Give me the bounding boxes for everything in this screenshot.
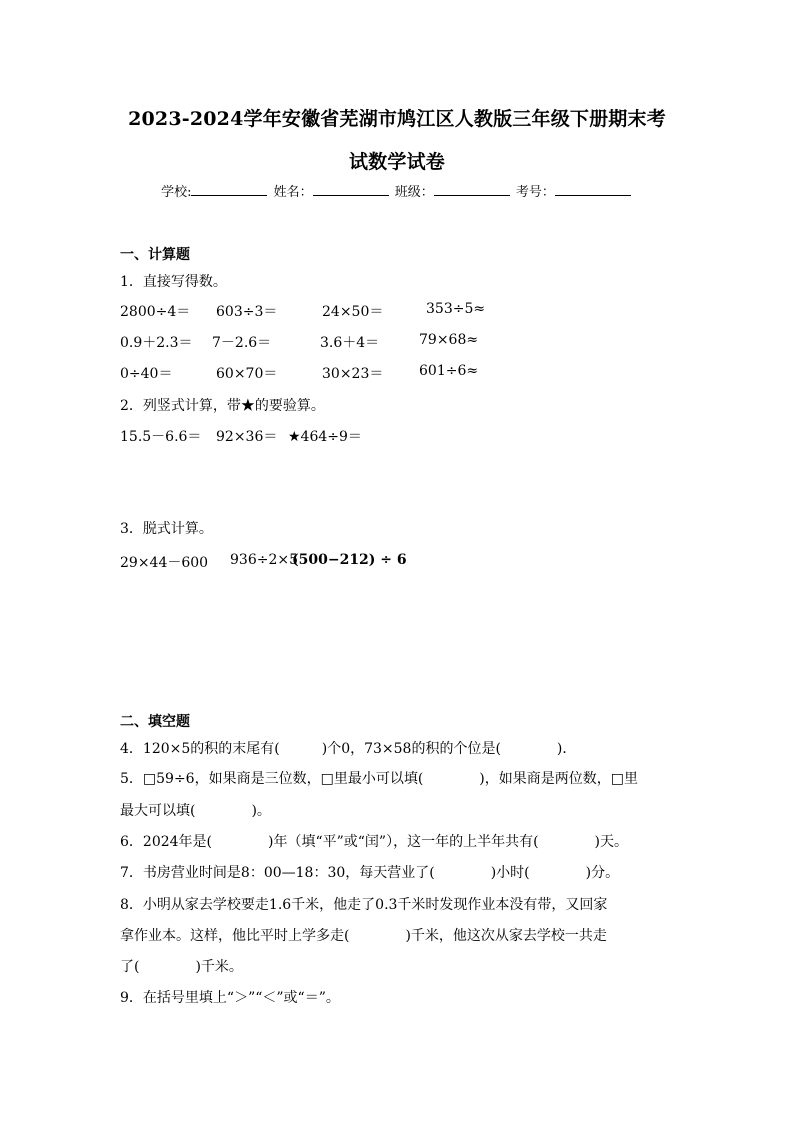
q8-text-line1: 8．小明从家去学校要走1.6千米，他走了0.3千米时发现作业本没有带，又回家 (120, 897, 608, 913)
q1-item: 7－2.6＝ (212, 335, 272, 351)
q1-item: 353÷5≈ (426, 301, 486, 317)
q8-text-line2: 拿作业本。这样，他比平时上学多走( )千米，他这次从家去学校一共走 (120, 928, 607, 944)
class-blank[interactable] (434, 183, 510, 196)
q1-item: 0.9＋2.3＝ (120, 335, 193, 351)
q1-prompt: 1．直接写得数。 (120, 274, 227, 290)
student-info-line (0, 181, 794, 200)
q7-text: 7．书房营业时间是8：00—18：30，每天营业了( )小时( )分。 (120, 865, 620, 881)
q2-item: ★464÷9＝ (288, 429, 362, 445)
q3-prompt: 3．脱式计算。 (120, 521, 213, 537)
q1-item: 24×50＝ (322, 304, 384, 320)
q3-item: 936÷2×5 (230, 552, 298, 568)
name-blank[interactable] (313, 183, 389, 196)
q1-item: 3.6＋4＝ (320, 335, 380, 351)
q3-item: 29×44－600 (120, 555, 209, 571)
exam-title-line1: 2023-2024学年安徽省芜湖市鸠江区人教版三年级下册期末考 (128, 108, 666, 130)
q8-text-line3: 了( )千米。 (120, 959, 243, 975)
q1-item: 2800÷4＝ (120, 304, 191, 320)
q2-item: 15.5－6.6＝ (120, 429, 202, 445)
section1-heading: 一、计算题 (120, 247, 190, 263)
class-label: 班级： (394, 185, 434, 200)
q1-item: 60×70＝ (216, 366, 278, 382)
school-label: 学校: (161, 185, 192, 200)
q3-item: (500−212) ÷ 6 (292, 552, 407, 568)
q4-text: 4．120×5的积的末尾有( )个0，73×58的积的个位是( )． (120, 741, 577, 757)
q5-text-line1: 5．□59÷6，如果商是三位数，□里最小可以填( )，如果商是两位数，□里 (120, 771, 638, 787)
q1-item: 30×23＝ (322, 366, 384, 382)
q6-text: 6．2024年是( )年（填“平”或“闰”），这一年的上半年共有( )天。 (120, 834, 629, 850)
q9-text: 9．在括号里填上“＞”“＜”或“＝”。 (120, 990, 340, 1006)
q1-item: 601÷6≈ (419, 363, 479, 379)
q1-item: 0÷40＝ (120, 366, 173, 382)
exam-title-line2: 试数学试卷 (348, 151, 445, 173)
section2-heading: 二、填空题 (120, 714, 190, 730)
q5-text-line2: 最大可以填( )。 (120, 803, 271, 819)
exam-no-label: 考号： (515, 185, 555, 200)
school-blank[interactable] (191, 183, 267, 196)
q1-item: 79×68≈ (419, 332, 479, 348)
q2-item: 92×36＝ (216, 429, 278, 445)
exam-no-blank[interactable] (555, 183, 631, 196)
q1-item: 603÷3＝ (216, 304, 278, 320)
q2-prompt: 2．列竖式计算，带★的要验算。 (120, 398, 325, 414)
name-label: 姓名： (273, 185, 313, 200)
